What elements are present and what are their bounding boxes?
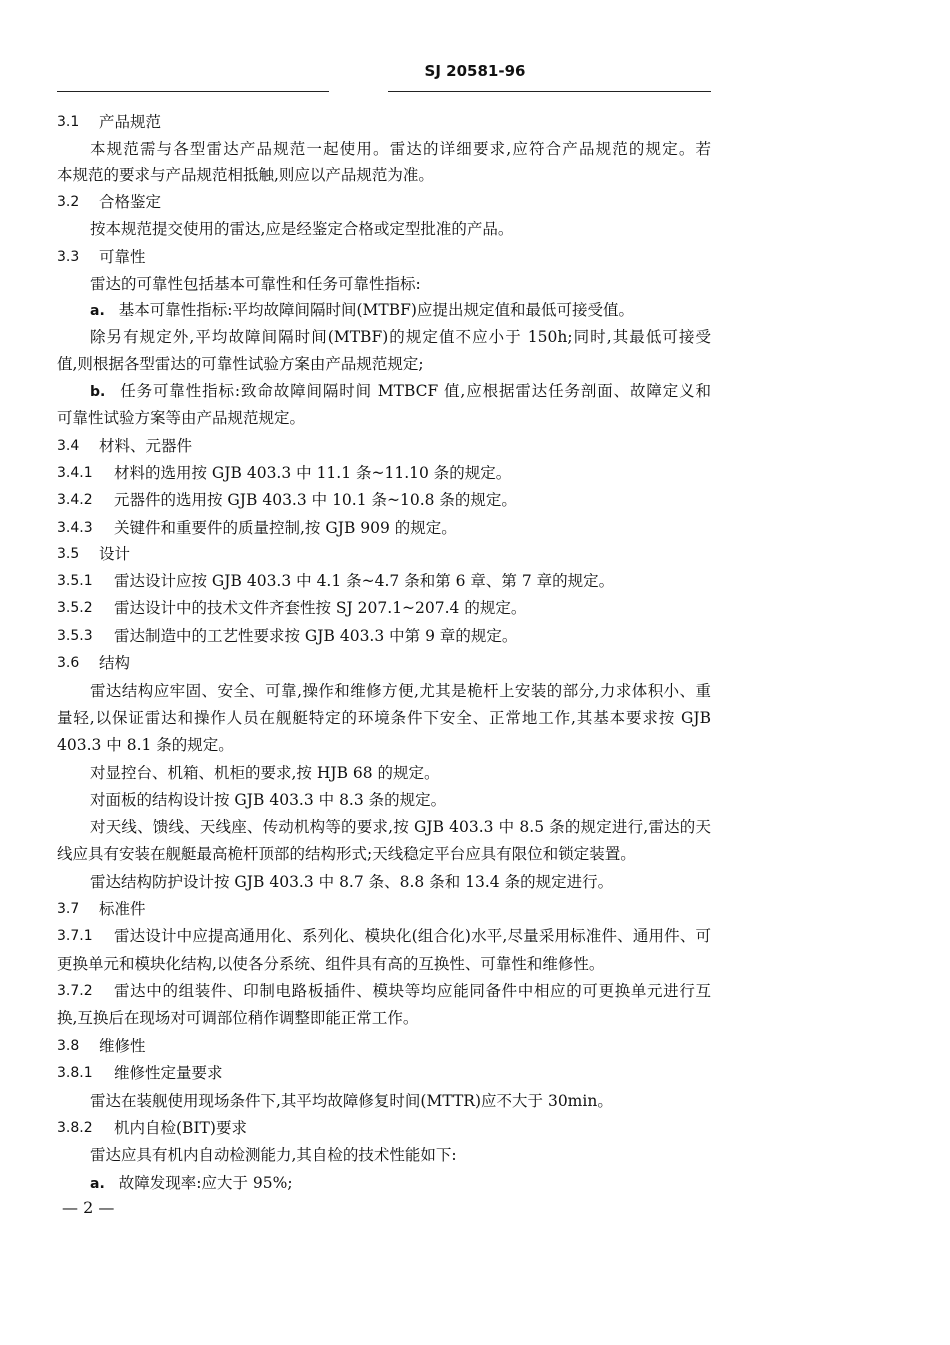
subsection-text: 雷达设计应按 GJB 403.3 中 4.1 条~4.7 条和第 6 章、第 7 章的规定。 [114,572,615,590]
paragraph-text: 403.3 中 8.1 条的规定。 [57,736,234,754]
list-item-content [90,298,634,323]
paragraph-text: 量轻,以保证雷达和操作人员在舰艇特定的环境条件下安全、正常地工作,其基本要求按 GJB [57,709,711,727]
subsection-text: 雷达中的组装件、印制电路板插件、模块等均应能同备件中相应的可更换单元进行互 [114,982,711,1000]
subsection-text: 雷达设计中应提高通用化、系列化、模块化(组合化)水平,尽量采用标准件、通用件、可 [114,927,711,945]
subsection-text: 关键件和重要件的质量控制,按 GJB 909 的规定。 [114,519,457,537]
subsection-text: 机内自检(BIT)要求 [114,1119,247,1137]
subsection-number: 3.8.1 [57,1065,93,1081]
section-title: 结构 [99,654,131,672]
section-number: 3.1 [57,114,80,130]
list-text: 基本可靠性指标:平均故障间隔时间(MTBF)应提出规定值和最低可接受值。 [118,301,634,319]
subsection-number: 3.4.1 [57,465,93,481]
paragraph-text: 雷达在装舰使用现场条件下,其平均故障修复时间(MTTR)应不大于 30min。 [90,1092,613,1110]
paragraph-text: 雷达应具有机内自动检测能力,其自检的技术性能如下: [90,1146,457,1164]
standard-code: SJ 20581-96 [424,62,526,80]
subsection-text: 维修性定量要求 [114,1064,223,1082]
subsection-text: 元器件的选用按 GJB 403.3 中 10.1 条~10.8 条的规定。 [114,491,517,509]
paragraph-text: 本规范需与各型雷达产品规范一起使用。雷达的详细要求,应符合产品规范的规定。若 [90,140,711,158]
paragraph-line [0,325,950,349]
paragraph-text: 换,互换后在现场对可调部位稍作调整即能正常工作。 [57,1009,419,1027]
header-rule-left [57,91,329,92]
paragraph-line [0,706,950,730]
paragraph-line [0,137,950,161]
paragraph-text: 雷达的可靠性包括基本可靠性和任务可靠性指标: [90,275,421,293]
paragraph-line [0,815,950,839]
paragraph-text: 按本规范提交使用的雷达,应是经鉴定合格或定型批准的产品。 [90,220,514,238]
paragraph-text: 本规范的要求与产品规范相抵触,则应以产品规范为准。 [57,166,434,184]
section-title: 合格鉴定 [99,193,162,211]
section-title: 维修性 [99,1037,146,1055]
list-label: a. [90,1176,105,1192]
paragraph-text: 值,则根据各型雷达的可靠性试验方案由产品规范规定; [57,355,424,373]
section-number: 3.6 [57,655,80,671]
subsection-number: 3.5.1 [57,573,93,589]
subsection-3-7-1 [0,924,950,948]
paragraph-line [0,679,950,703]
list-label: a. [90,303,105,319]
subsection-number: 3.4.3 [57,520,93,536]
section-number: 3.7 [57,901,80,917]
paragraph-text: 雷达结构应牢固、安全、可靠,操作和维修方便,尤其是桅杆上安装的部分,力求体积小、重 [90,682,711,700]
subsection-text: 雷达设计中的技术文件齐套性按 SJ 207.1~207.4 的规定。 [114,599,527,617]
list-item-b [0,379,950,403]
list-label: b. [90,384,106,400]
paragraph-text: 更换单元和模块化结构,以使各分系统、组件具有高的互换性、可靠性和维修性。 [57,955,605,973]
section-title: 产品规范 [99,113,162,131]
list-item-content [90,379,711,403]
subsection-number: 3.8.2 [57,1120,93,1136]
header-rule-right [388,91,711,92]
section-number: 3.2 [57,194,80,210]
paragraph-text: 对面板的结构设计按 GJB 403.3 中 8.3 条的规定。 [90,791,447,809]
list-text: 任务可靠性指标:致命故障间隔时间 MTBCF 值,应根据雷达任务剖面、故障定义和 [119,382,711,400]
section-title: 材料、元器件 [99,437,193,455]
paragraph-text: 雷达结构防护设计按 GJB 403.3 中 8.7 条、8.8 条和 13.4 条的规定进行。 [90,873,614,891]
subsection-text: 雷达制造中的工艺性要求按 GJB 403.3 中第 9 章的规定。 [114,627,518,645]
paragraph-text: 可靠性试验方案等由产品规范规定。 [57,409,306,427]
section-number: 3.5 [57,546,80,562]
list-text: 故障发现率:应大于 95%; [118,1174,293,1192]
section-number: 3.8 [57,1038,80,1054]
paragraph-text: 线应具有安装在舰艇最高桅杆顶部的结构形式;天线稳定平台应具有限位和锁定装置。 [57,845,636,863]
subsection-text: 材料的选用按 GJB 403.3 中 11.1 条~11.10 条的规定。 [114,464,512,482]
section-number: 3.4 [57,438,80,454]
subsection-number: 3.5.2 [57,600,93,616]
page-number: — 2 — [62,1198,115,1217]
paragraph-text: 对天线、馈线、天线座、传动机构等的要求,按 GJB 403.3 中 8.5 条的规定进行,雷达的天 [90,818,711,836]
subsection-number: 3.7.2 [57,983,93,999]
subsection-number: 3.5.3 [57,628,93,644]
section-title: 可靠性 [99,248,146,266]
subsection-3-7-2 [0,979,950,1003]
list-item-content [90,1171,293,1196]
section-title: 设计 [99,545,131,563]
paragraph-text: 除另有规定外,平均故障间隔时间(MTBF)的规定值不应小于 150h;同时,其最低可接受 [90,328,711,346]
paragraph-text: 对显控台、机箱、机柜的要求,按 HJB 68 的规定。 [90,764,440,782]
section-title: 标准件 [99,900,146,918]
subsection-number: 3.7.1 [57,928,93,944]
subsection-number: 3.4.2 [57,492,93,508]
section-number: 3.3 [57,249,80,265]
